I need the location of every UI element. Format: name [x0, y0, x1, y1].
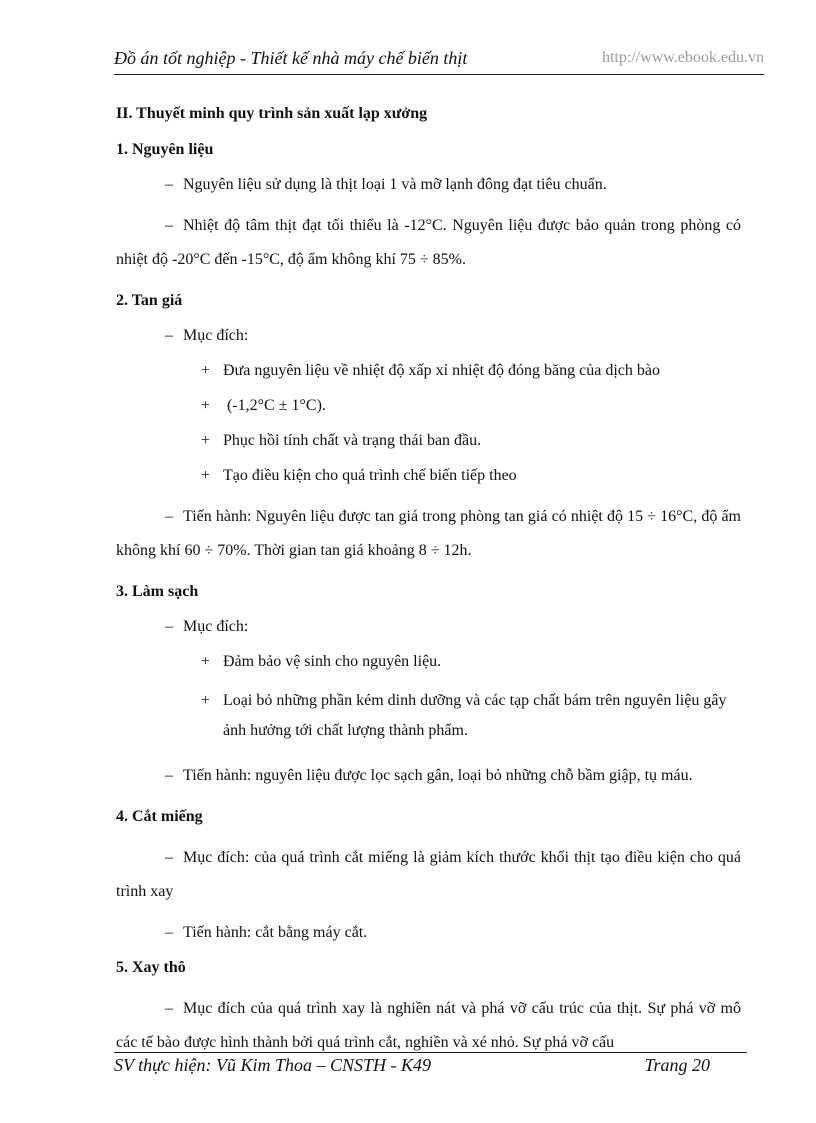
header-divider [114, 74, 764, 75]
plus-marker: + [201, 397, 211, 414]
header-title: Đồ án tốt nghiệp - Thiết kế nhà máy chế biến thịt [114, 48, 468, 68]
subsection-heading-tan-gia: 2. Tan giá [116, 292, 183, 309]
dash-marker: – [165, 176, 173, 193]
paragraph [116, 500, 741, 568]
dash-marker: – [165, 217, 173, 234]
plus-marker: + [201, 692, 211, 709]
paragraph [116, 209, 741, 277]
paragraph [116, 325, 741, 347]
dash-marker: – [165, 508, 173, 525]
list-item [201, 430, 741, 452]
list-item-text: (-1,2°C ± 1°C). [223, 397, 326, 414]
paragraph [116, 841, 741, 909]
footer-author: SV thực hiện: Vũ Kim Thoa – CNSTH - K49 [114, 1055, 431, 1075]
list-item-text: Đảm bảo vệ sinh cho nguyên liệu. [223, 653, 442, 670]
paragraph-text: Tiến hành: cắt bằng máy cắt. [183, 924, 368, 941]
list-item-text: Đưa nguyên liệu về nhiệt độ xấp xỉ nhiệt độ đóng băng của dịch bào [223, 362, 661, 379]
plus-marker: + [201, 362, 211, 379]
page-header [114, 46, 764, 72]
paragraph [116, 759, 741, 793]
header-url[interactable]: http://www.ebook.edu.vn [601, 49, 764, 66]
paragraph-text: Nhiệt độ tâm thịt đạt tối thiểu là -12°C. Nguyên liệu được bảo quản trong phòng có nhiệt độ -20°C đến -15°C, độ ẩm không khí 75 ÷ 85%. [116, 217, 741, 268]
subsection-heading-lam-sach: 3. Làm sạch [116, 583, 199, 600]
paragraph-text: Mục đích: của quá trình cắt miếng là giảm kích thước khối thịt tạo điều kiện cho quá trình xay [116, 849, 741, 900]
dash-marker: – [165, 1000, 173, 1017]
paragraph [116, 922, 741, 944]
list-item-text: Tạo điều kiện cho quá trình chế biến tiếp theo [223, 467, 517, 484]
plus-marker: + [201, 432, 211, 449]
paragraph [116, 992, 741, 1060]
paragraph [116, 174, 741, 196]
page-footer [114, 1055, 710, 1079]
paragraph-text: Mục đích của quá trình xay là nghiền nát và phá vỡ cấu trúc của thịt. Sự phá vỡ mô các tế bào được hình thành bởi quá trình cắt, nghiền và xé nhỏ. Sự phá vỡ cấu [116, 1000, 741, 1051]
purpose-label: Mục đích: [183, 327, 249, 344]
dash-marker: – [165, 767, 173, 784]
list-item [201, 395, 741, 417]
plus-marker: + [201, 467, 211, 484]
dash-marker: – [165, 849, 173, 866]
subsection-heading-cat-mieng: 4. Cắt miếng [116, 808, 203, 825]
document-body [116, 103, 741, 1073]
paragraph [116, 616, 741, 638]
section-heading: II. Thuyết minh quy trình sản xuất lạp xưởng [116, 105, 428, 122]
subsection-heading-nguyen-lieu: 1. Nguyên liệu [116, 141, 214, 158]
list-item-text: Loại bỏ những phần kém dinh dưỡng và các tạp chất bám trên nguyên liệu gây ảnh hưởng tới chất lượng thành phẩm. [223, 692, 727, 739]
list-item [201, 360, 741, 382]
subsection-heading-xay-tho: 5. Xay thô [116, 959, 186, 976]
list-item [201, 465, 741, 487]
paragraph-text: Nguyên liệu sử dụng là thịt loại 1 và mỡ lạnh đông đạt tiêu chuẩn. [183, 176, 607, 193]
paragraph-text: Tiến hành: nguyên liệu được lọc sạch gân, loại bỏ những chỗ bầm giập, tụ máu. [183, 767, 693, 784]
purpose-label: Mục đích: [183, 618, 249, 635]
list-item [201, 651, 741, 673]
footer-divider [114, 1052, 747, 1053]
paragraph-text: Tiến hành: Nguyên liệu được tan giá trong phòng tan giá có nhiệt độ 15 ÷ 16°C, độ ẩm không khí 60 ÷ 70%. Thời gian tan giá khoảng 8 ÷ 12h. [116, 508, 741, 559]
dash-marker: – [165, 618, 173, 635]
plus-marker: + [201, 653, 211, 670]
dash-marker: – [165, 327, 173, 344]
page-number: Trang 20 [644, 1055, 710, 1075]
dash-marker: – [165, 924, 173, 941]
list-item [201, 686, 741, 746]
list-item-text: Phục hồi tính chất và trạng thái ban đầu. [223, 432, 482, 449]
